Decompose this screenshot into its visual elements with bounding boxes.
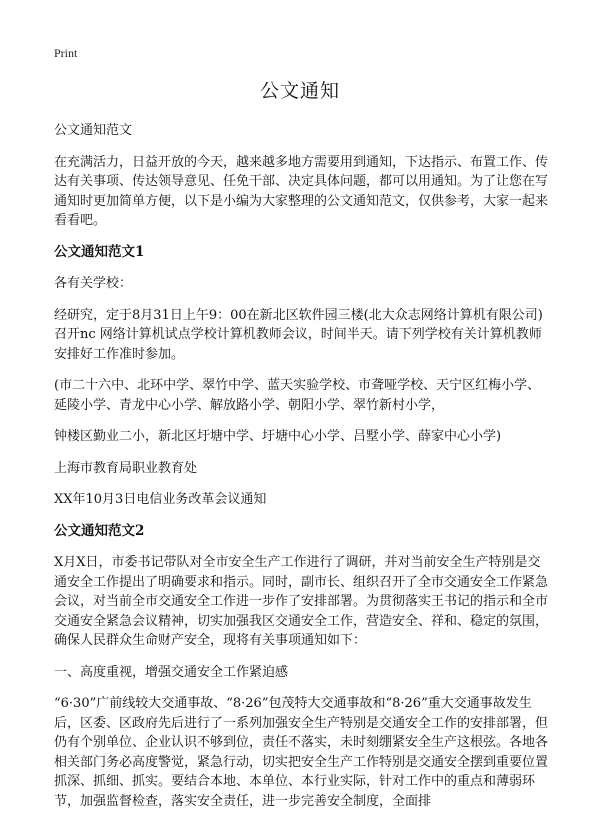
document-title: 公文通知	[259, 80, 340, 102]
section1-date-line: XX年10月3日电信业务改革会议通知	[54, 492, 267, 507]
section1-heading: 公文通知范文1	[54, 243, 145, 260]
print-link[interactable]: Print	[54, 46, 78, 60]
section2-heading: 公文通知范文2	[54, 522, 145, 539]
section2-point1-body: “6·30”广前线较大交通事故、“8·26”包茂特大交通事故和“8·26”重大交通事故发生后，区委、区政府先后进行了一系列加强安全生产特别是交通安全工作的安排部署，但仍有个别单位、企业认识不够到位，责任不落实，未时刻绷紧安全生产这根弦。各地各相关部门务必高度警觉，紧急行动，切实把安全生产工作特别是交通安全摆到重要位置抓深、抓细、抓实。要结合本地、本单位、本行业实际，针对工作中的重点和薄弱环节，加强监督检查，落实安全责任，进一步完善安全制度，全面排	[54, 696, 549, 809]
section1-body: 经研究，定于8月31日上午9：00在新北区软件园三楼(北大众志网络计算机有限公司)召开nc 网络计算机试点学校计算机教师会议，时间半天。请下列学校有关计算机教师安排好工作准时参加。	[54, 307, 543, 362]
section2-point1-heading: 一、高度重视，增强交通安全工作紧迫感	[54, 664, 289, 680]
section1-schools-line2: 钟楼区勤业二小，新北区圩塘中学、圩塘中心小学、吕墅小学、薛家中心小学)	[54, 429, 502, 444]
document-body	[54, 121, 548, 811]
section1-schools-line1: (市二十六中、北环中学、翠竹中学、蓝天实验学校、市聋哑学校、天宁区红梅小学、延陵小学、青龙中心小学、解放路小学、朝阳小学、翠竹新村小学，	[54, 378, 541, 413]
section2-body: X月X日，市委书记带队对全市安全生产工作进行了调研，并对当前安全生产特别是交通安全工作提出了明确要求和指示。同时，副市长、组织召开了全市交通安全工作紧急会议，对当前全市交通安全工作进一步作了安排部署。为贯彻落实王书记的指示和全市交通安全紧急会议精神，切实加强我区交通安全工作，营造安全、祥和、稳定的氛围，确保人民群众生命财产安全，现将有关事项通知如下：	[54, 555, 549, 648]
section1-greeting: 各有关学校：	[54, 276, 133, 291]
section1-issuer: 上海市教育局职业教育处	[54, 460, 198, 476]
intro-paragraph: 在充满活力，日益开放的今天，越来越多地方需要用到通知，下达指示、布置工作、传达有关事项、传达领导意见、任免干部、决定具体问题，都可以用通知。为了让您在写通知时更加简单方便，以下是小编为大家整理的公文通知范文，仅供参考，大家一起来看看吧。	[54, 154, 549, 228]
document-subtitle: 公文通知范文	[54, 123, 133, 138]
